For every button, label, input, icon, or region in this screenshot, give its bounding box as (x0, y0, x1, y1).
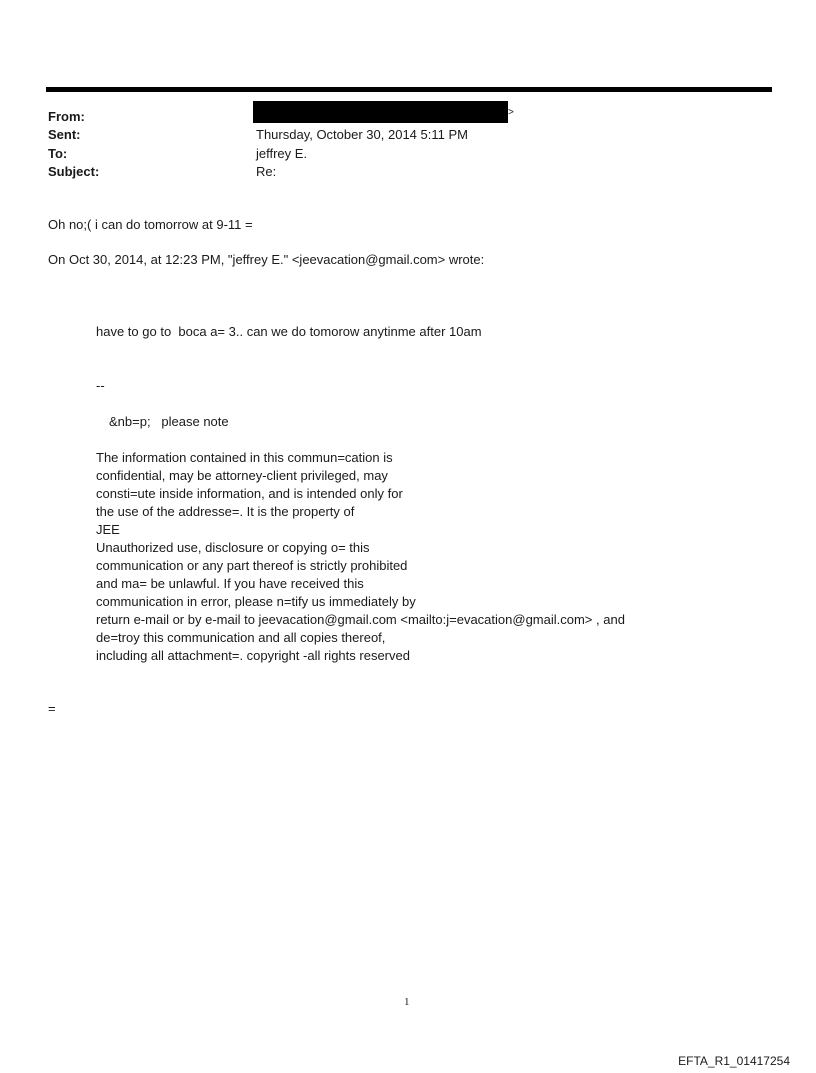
quote-intro: On Oct 30, 2014, at 12:23 PM, "jeffrey E." <jeevacation@gmail.com> wrote: (48, 252, 485, 267)
disclaimer-line: including all attachment=. copyright -all rights reserved (96, 648, 410, 663)
from-label: From: (48, 109, 85, 124)
disclaimer-line: the use of the addresse=. It is the property of (96, 504, 355, 519)
quoted-message: have to go to boca a= 3.. can we do tomorow anytinme after 10am (96, 324, 482, 339)
sent-label: Sent: (48, 127, 81, 142)
top-rule (46, 87, 772, 92)
sent-value: Thursday, October 30, 2014 5:11 PM (256, 127, 468, 142)
to-label: To: (48, 146, 68, 161)
disclaimer-line: confidential, may be attorney-client privileged, may (96, 468, 388, 483)
disclaimer-line: return e-mail or by e-mail to jeevacation@gmail.com <mailto:j=evacation@gmail.com> , and (96, 612, 625, 627)
disclaimer-line: Unauthorized use, disclosure or copying o= this (96, 540, 370, 555)
subject-value: Re: (256, 164, 277, 179)
disclaimer-line: The information contained in this commun=cation is (96, 450, 393, 465)
disclaimer-line: JEE (96, 522, 120, 537)
subject-label: Subject: (48, 164, 100, 179)
page-number: 1 (404, 996, 410, 1008)
redaction-box (253, 101, 508, 123)
disclaimer-line: consti=ute inside information, and is intended only for (96, 486, 403, 501)
document-id: EFTA_R1_01417254 (678, 1054, 790, 1068)
signature-dashes: -- (96, 378, 105, 393)
disclaimer-line: communication or any part thereof is strictly prohibited (96, 558, 408, 573)
nb-line: &nb=p; please note (109, 414, 229, 429)
disclaimer-line: communication in error, please n=tify us immediately by (96, 594, 416, 609)
to-value: jeffrey E. (256, 146, 308, 161)
trailing-equals: = (48, 701, 56, 716)
reply-text: Oh no;( i can do tomorrow at 9-11 = (48, 217, 253, 232)
from-value-tail: > (508, 107, 514, 118)
disclaimer-line: de=troy this communication and all copies thereof, (96, 630, 386, 645)
disclaimer-line: and ma= be unlawful. If you have received this (96, 576, 364, 591)
